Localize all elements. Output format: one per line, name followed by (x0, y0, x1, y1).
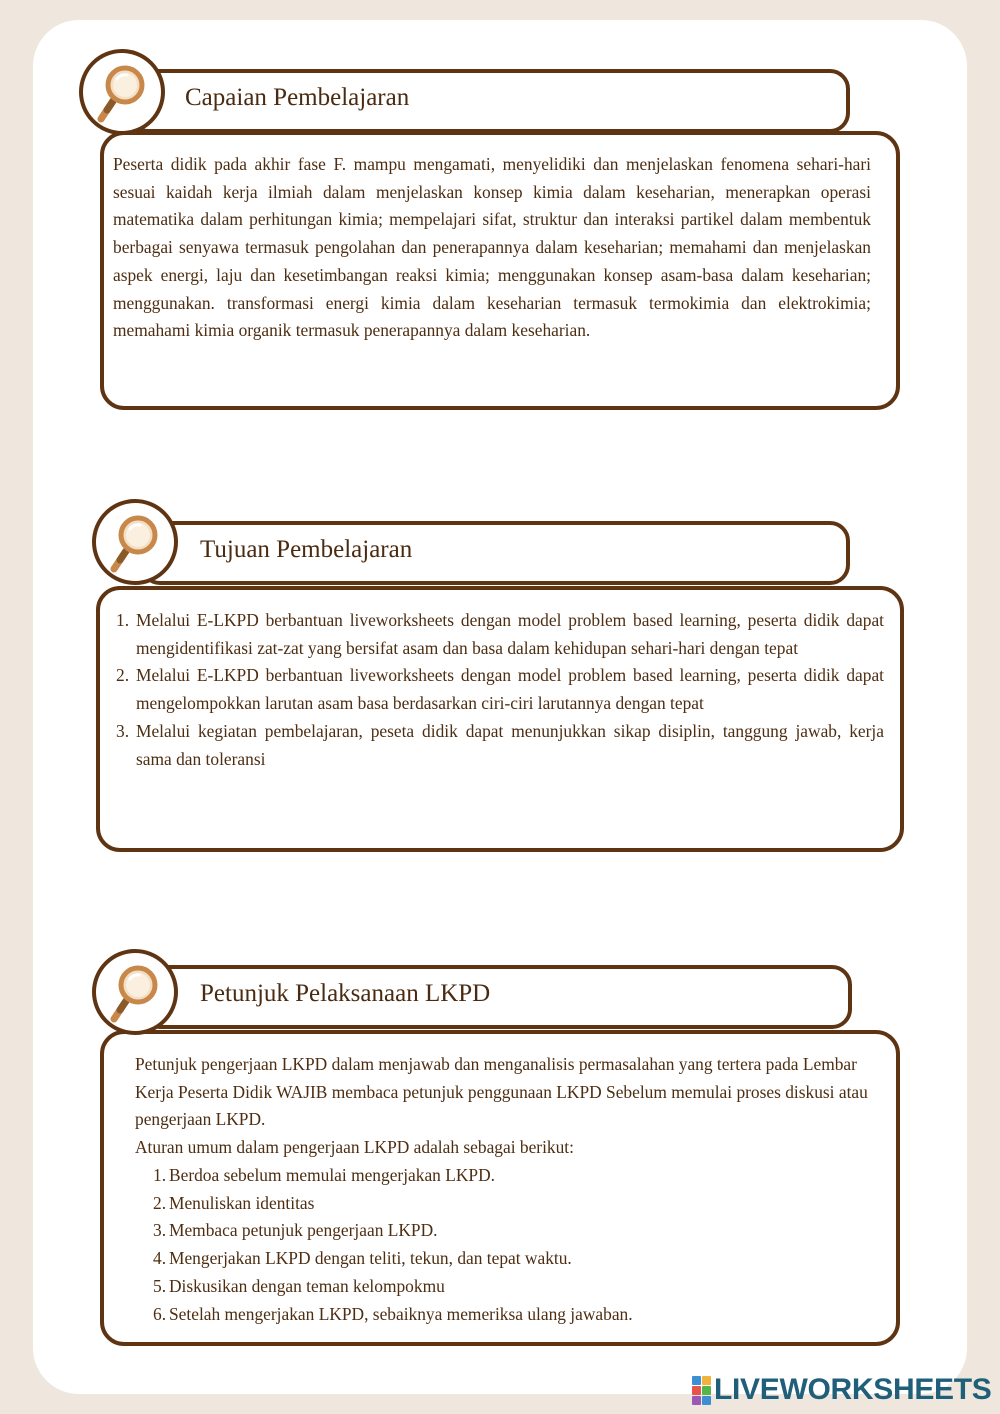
list-item (116, 607, 884, 662)
liveworksheets-logo[interactable] (692, 1375, 992, 1405)
list-item (116, 662, 884, 717)
list-item-text: Melalui E-LKPD berbantuan liveworksheets dengan model problem based learning, peserta didik dapat mengidentifikasi zat-zat yang bersifat asam dan basa dalam kehidupan sehari-hari dengan tepat (136, 610, 884, 658)
list-item-text: Berdoa sebelum memulai mengerjakan LKPD. (169, 1165, 495, 1185)
liveworksheets-logo-icon (692, 1376, 711, 1405)
petunjuk-title: Petunjuk Pelaksanaan LKPD (200, 980, 491, 1007)
list-item-number: 3. (116, 720, 130, 741)
list-item (116, 718, 884, 773)
list-item-text: Membaca petunjuk pengerjaan LKPD. (169, 1220, 438, 1241)
petunjuk-rules-list (153, 1162, 873, 1328)
list-item (153, 1301, 873, 1329)
magnifier-icon (108, 963, 164, 1025)
list-item (153, 1273, 873, 1301)
tujuan-title: Tujuan Pembelajaran (200, 536, 413, 563)
list-item-text: Melalui E-LKPD berbantuan liveworksheets dengan model problem based learning, peserta didik dapat mengelompokkan larutan asam basa berdasarkan ciri-ciri larutannya dengan tepat (136, 665, 884, 714)
list-item (153, 1245, 873, 1273)
petunjuk-rules-heading: Aturan umum dalam pengerjaan LKPD adalah sebagai berikut: (135, 1137, 574, 1157)
list-item-number: 3. (153, 1220, 167, 1241)
list-item (153, 1162, 873, 1190)
list-item-text: Melalui kegiatan pembelajaran, peseta didik dapat menunjukkan sikap disiplin, tanggung jawab, kerja sama dan toleransi (136, 720, 884, 769)
capaian-icon-frame (79, 49, 165, 135)
magnifier-icon (95, 63, 151, 125)
list-item-number: 2. (116, 665, 130, 686)
petunjuk-icon-frame (92, 949, 178, 1035)
list-item-number: 1. (153, 1165, 167, 1185)
list-item-number: 1. (116, 610, 130, 630)
list-item-text: Diskusikan dengan teman kelompokmu (169, 1275, 445, 1296)
list-item-number: 4. (153, 1248, 167, 1269)
petunjuk-intro: Petunjuk pengerjaan LKPD dalam menjawab dan menganalisis permasalahan yang tertera pada Lembar Kerja Peserta Didik WAJIB membaca petunjuk penggunaan LKPD Sebelum memulai proses diskusi atau pengerjaan LKPD. (135, 1054, 868, 1130)
liveworksheets-logo-text: LIVEWORKSHEETS (714, 1373, 992, 1406)
list-item-number: 6. (153, 1303, 167, 1324)
list-item (153, 1217, 873, 1245)
magnifier-icon (108, 513, 164, 575)
capaian-title: Capaian Pembelajaran (185, 84, 410, 111)
list-item (153, 1190, 873, 1218)
capaian-body: Peserta didik pada akhir fase F. mampu mengamati, menyelidiki dan menjelaskan fenomena sehari-hari sesuai kaidah kerja ilmiah dalam menjelaskan konsep kimia dalam keseharian, menerapkan operasi matematika dalam perhitungan kimia; mempelajari sifat, struktur dan interaksi partikel dalam membentuk berbagai senyawa termasuk pengolahan dan penerapannya dalam keseharian; memahami dan menjelaskan aspek energi, laju dan kesetimbangan reaksi kimia; menggunakan konsep asam-basa dalam keseharian; menggunakan. transformasi energi kimia dalam keseharian termasuk termokimia dan elektrokimia; memahami kimia organik termasuk penerapannya dalam keseharian. (113, 154, 871, 341)
list-item-number: 2. (153, 1192, 167, 1213)
list-item-text: Mengerjakan LKPD dengan teliti, tekun, dan tepat waktu. (169, 1248, 572, 1269)
list-item-text: Setelah mengerjakan LKPD, sebaiknya memeriksa ulang jawaban. (169, 1303, 633, 1324)
list-item-number: 5. (153, 1275, 167, 1296)
list-item-text: Menuliskan identitas (169, 1192, 315, 1213)
tujuan-icon-frame (92, 499, 178, 585)
tujuan-list (116, 607, 884, 773)
